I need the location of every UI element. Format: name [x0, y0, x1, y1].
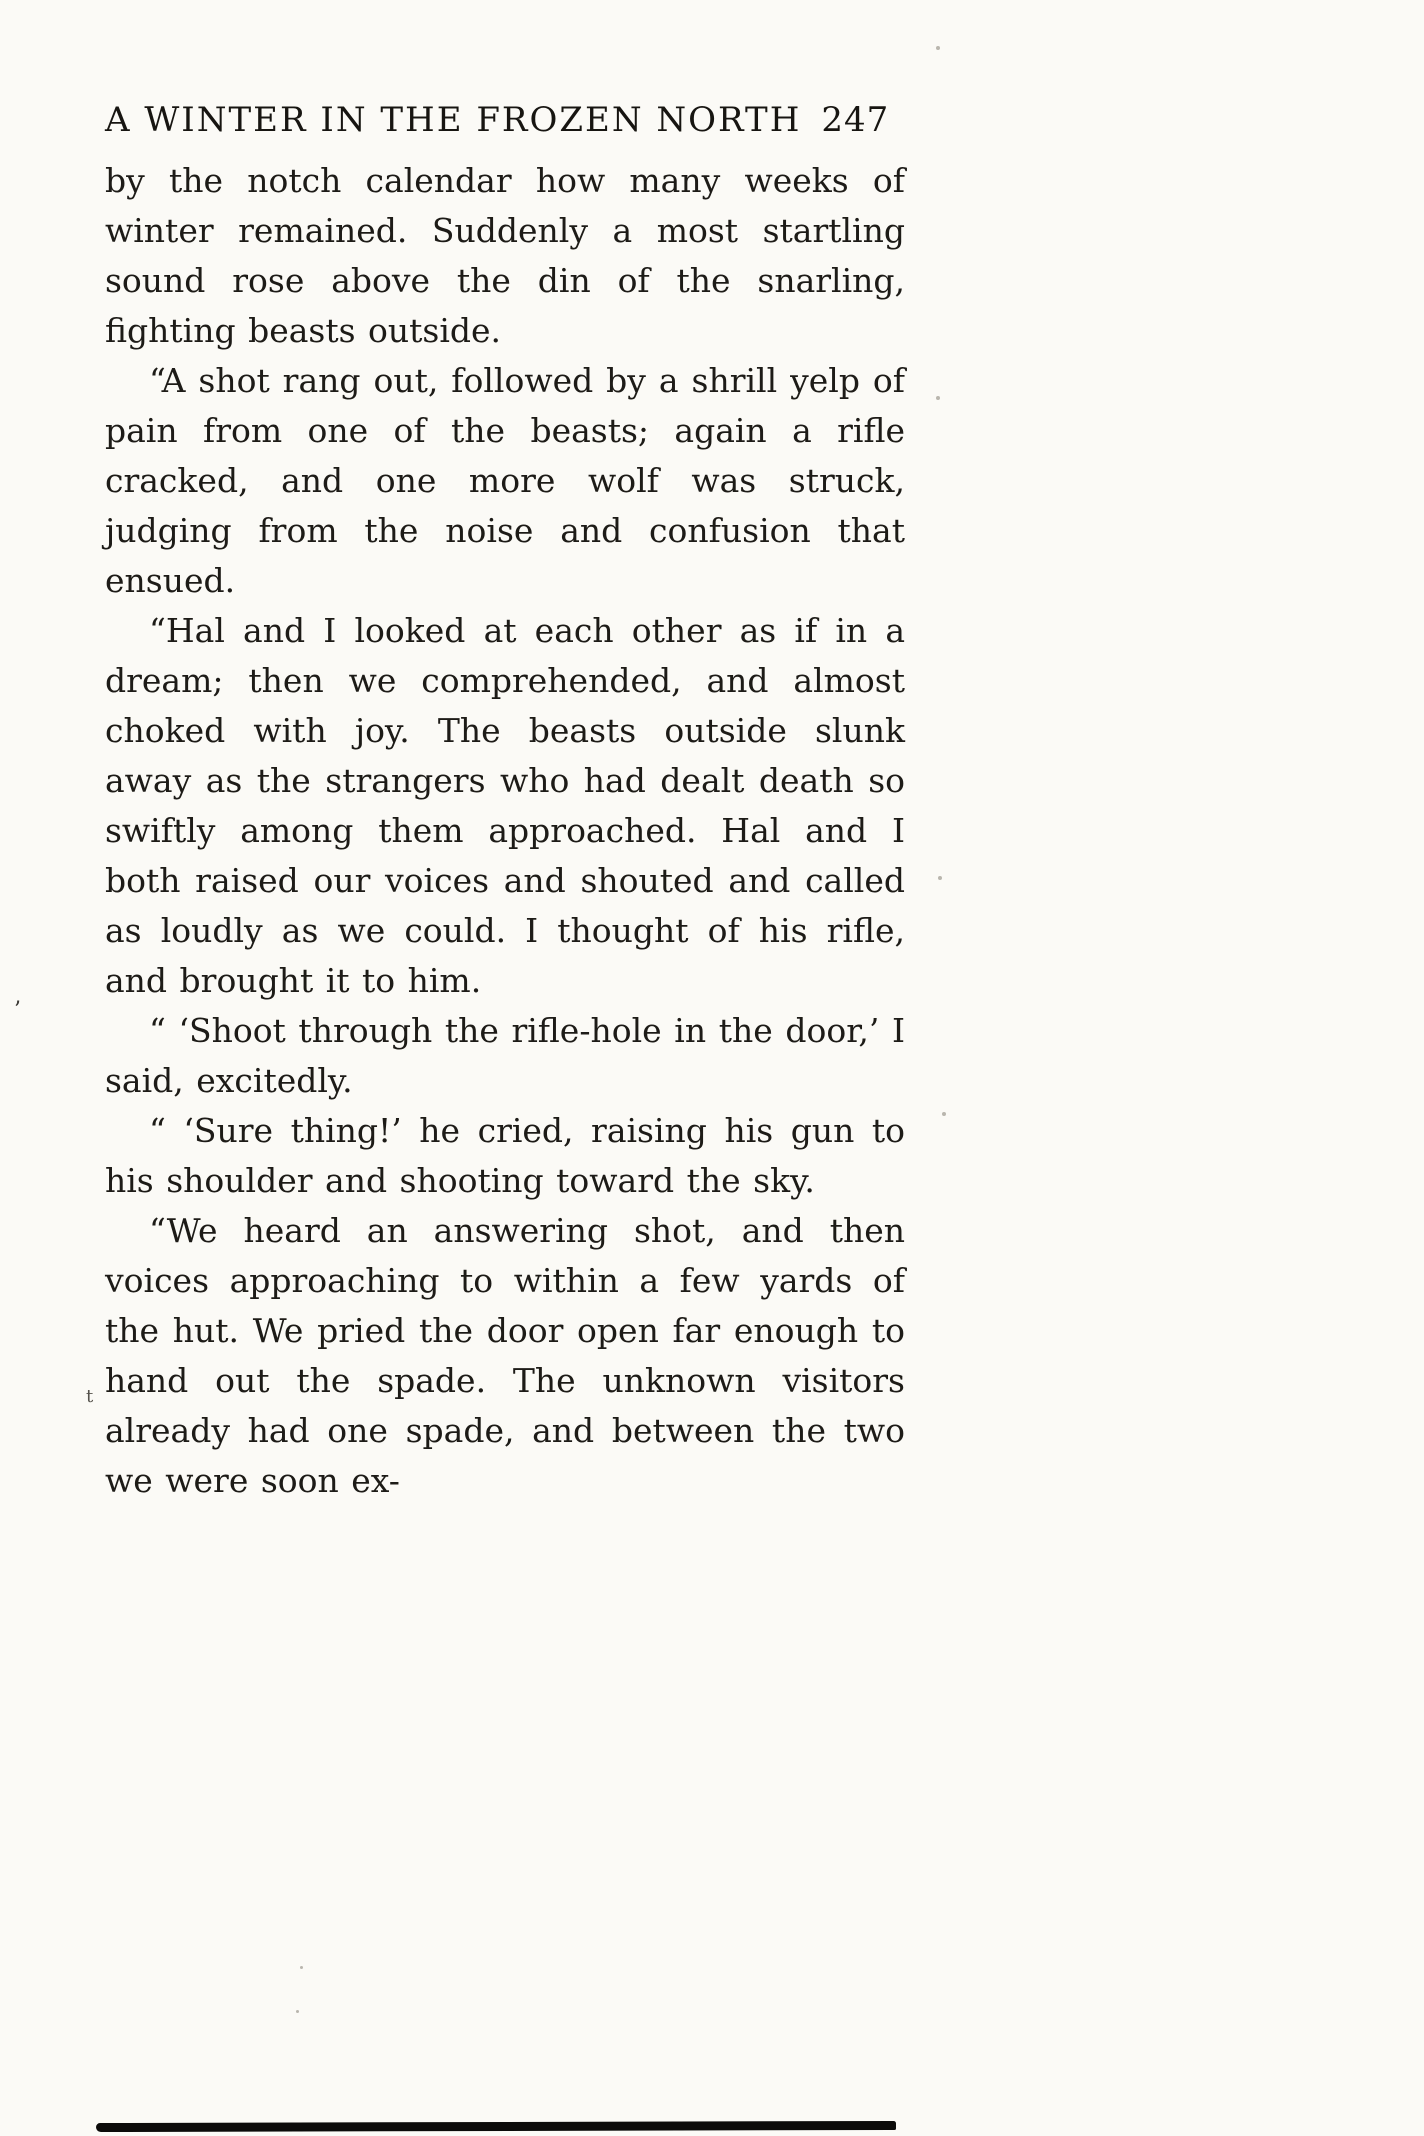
scan-edge-shadow: [96, 2121, 896, 2132]
page-body: [105, 156, 905, 1506]
page-header: [105, 100, 905, 140]
paragraph: “ ‘Shoot through the rifle-hole in the door,’ I said, excitedly.: [105, 1011, 905, 1100]
scan-artifact-mark: t: [86, 1386, 94, 1407]
page-content: [105, 100, 905, 1506]
running-title: A WINTER IN THE FROZEN NORTH: [105, 100, 802, 140]
scan-artifact-mark: ’: [14, 998, 21, 1023]
scan-speck: [936, 396, 940, 400]
scan-speck: [936, 46, 940, 50]
scan-speck: [942, 1112, 946, 1116]
scan-speck: [296, 2010, 299, 2013]
scan-speck: [938, 876, 942, 880]
paragraph: by the notch calendar how many weeks of winter remained. Suddenly a most startling sound rose above the din of the snarling, fighting beasts outside.: [105, 161, 905, 350]
paragraph: “A shot rang out, followed by a shrill yelp of pain from one of the beasts; again a rifle cracked, and one more wolf was struck, judging from the noise and confusion that ensued.: [105, 361, 905, 600]
page-number: 247: [821, 100, 890, 140]
scan-speck: [300, 1966, 303, 1969]
paragraph: “ ‘Sure thing!’ he cried, raising his gun to his shoulder and shooting toward the sky.: [105, 1111, 905, 1200]
paragraph: “Hal and I looked at each other as if in a dream; then we comprehended, and almost choked with joy. The beasts outside slunk away as the strangers who had dealt death so swiftly among them approached. Hal and I both raised our voices and shouted and called as loudly as we could. I thought of his rifle, and brought it to him.: [105, 611, 905, 1000]
paragraph: “We heard an answering shot, and then voices approaching to within a few yards of the hut. We pried the door open far enough to hand out the spade. The unknown visitors already had one spade, and between the two we were soon ex-: [105, 1211, 905, 1500]
